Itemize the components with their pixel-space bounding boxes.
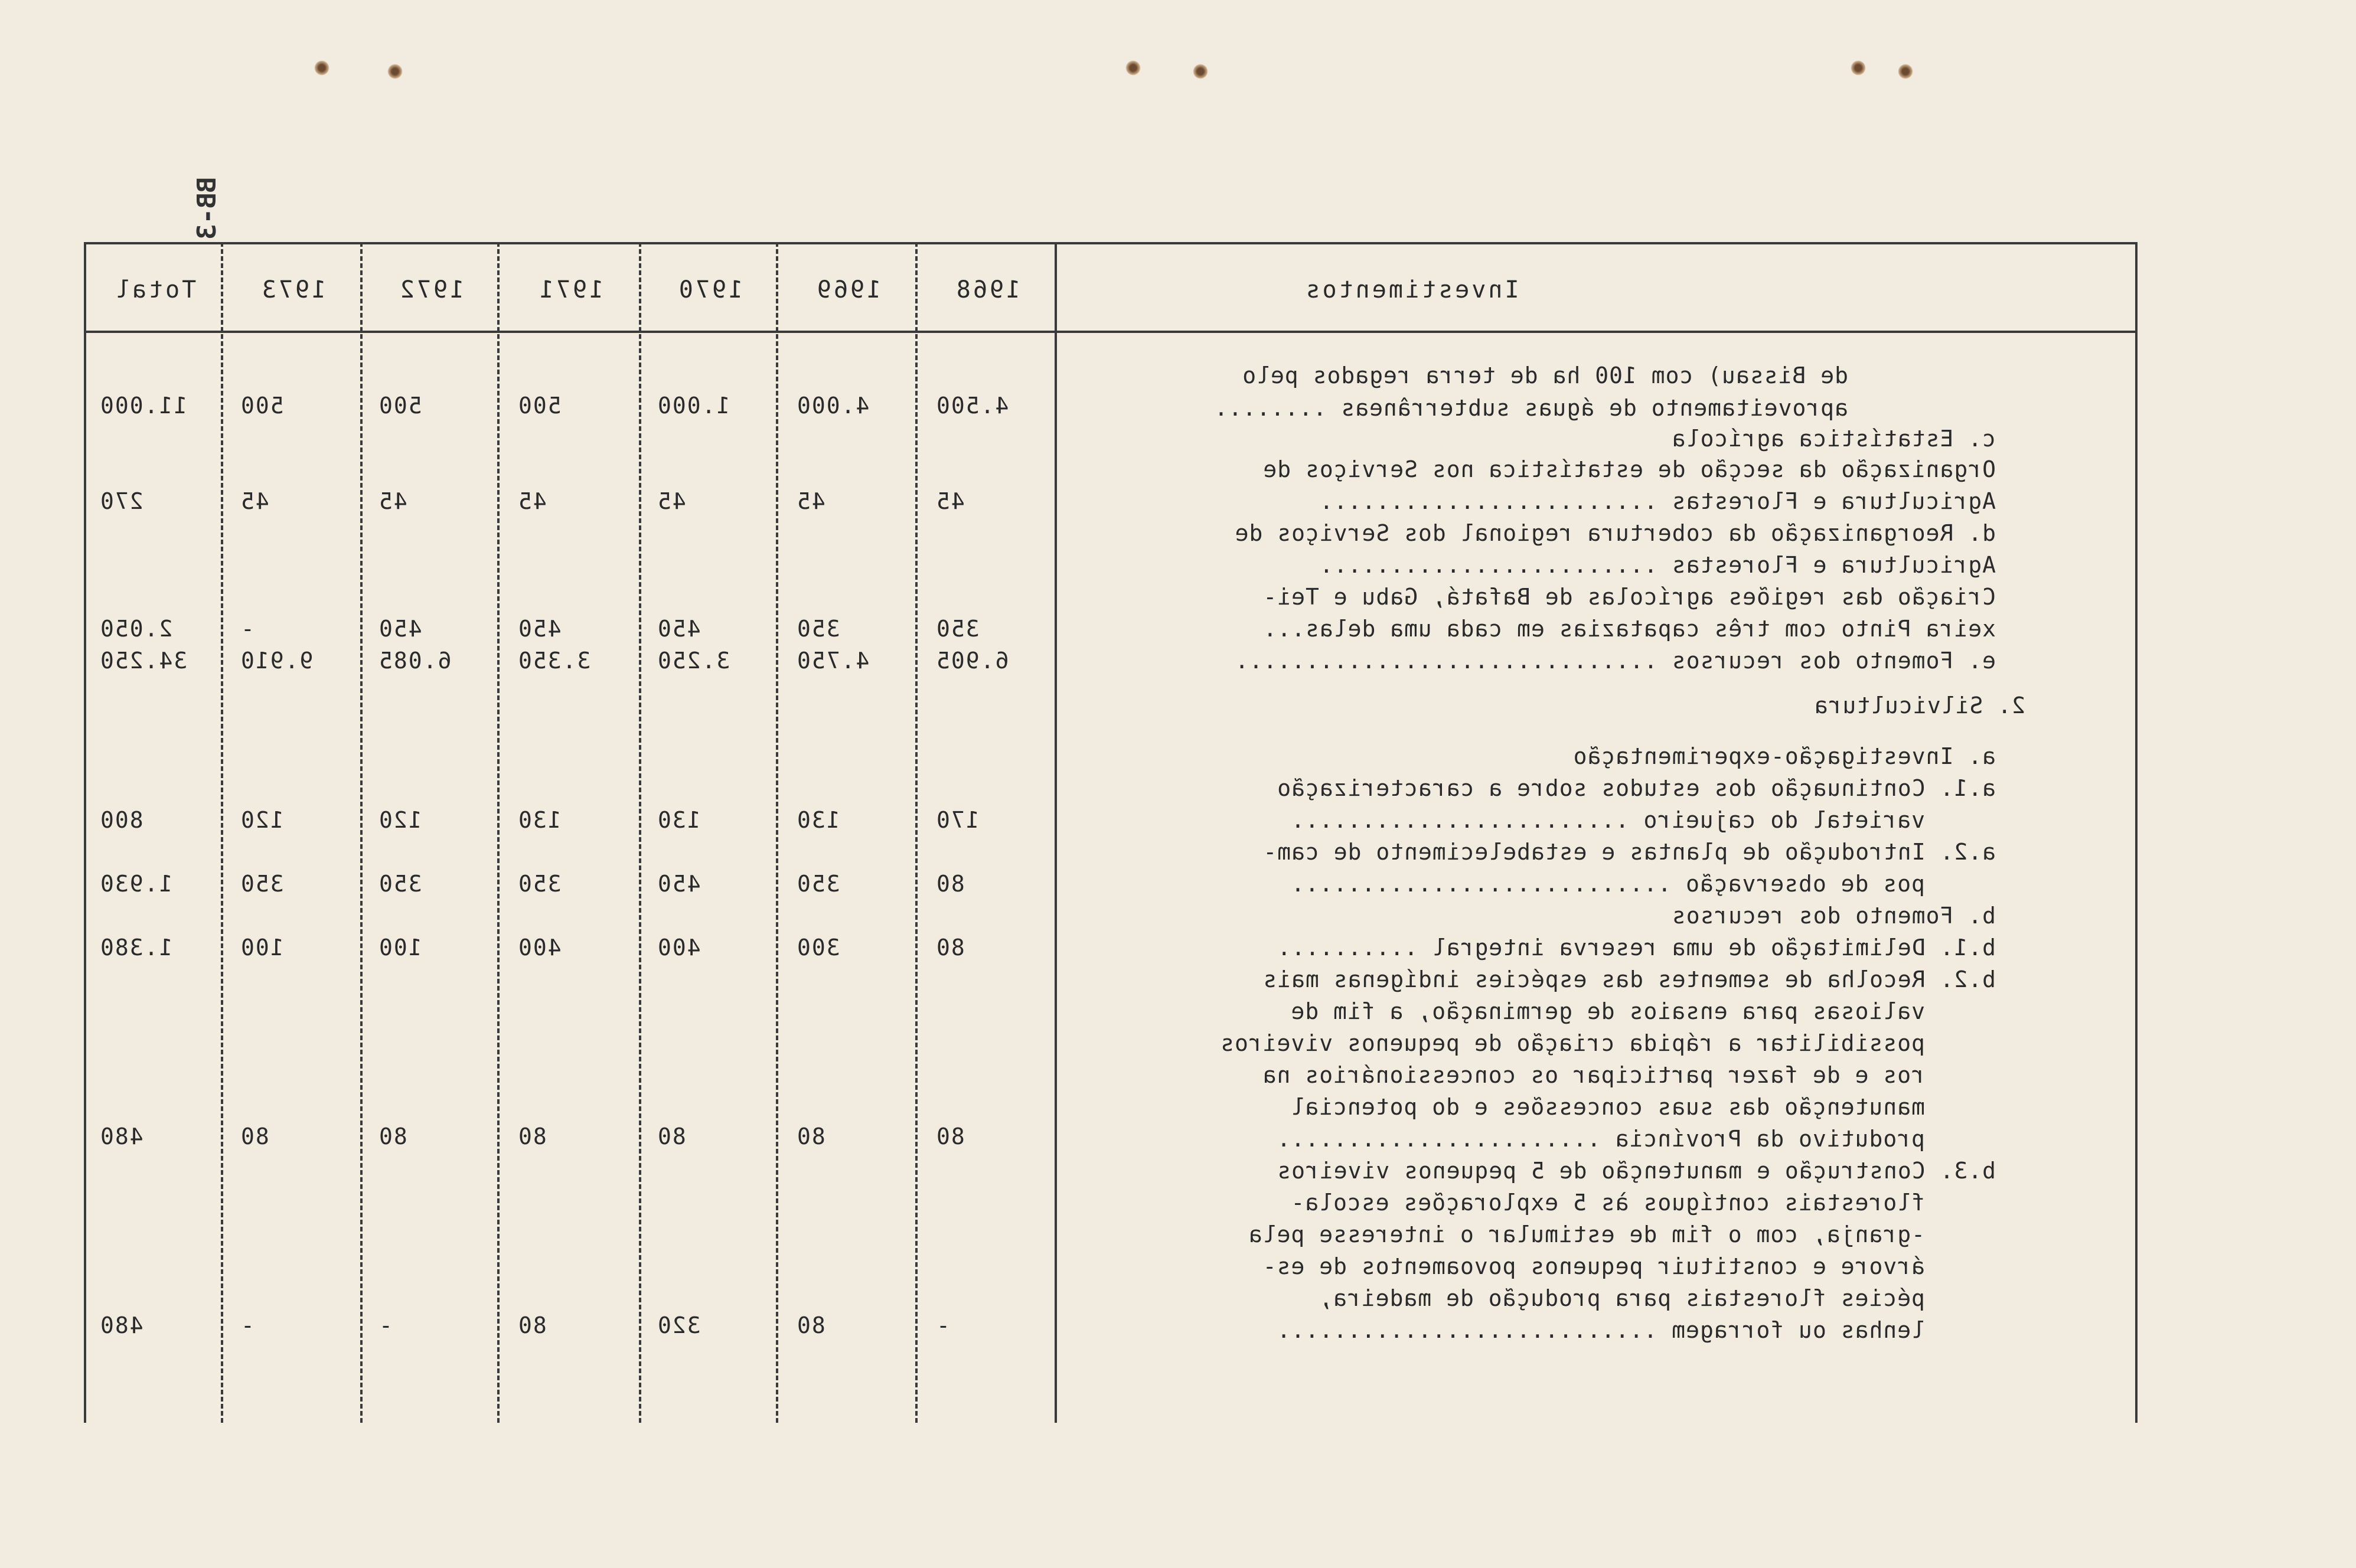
description-line: valiosas para ensaios de germinação, a fim de bbox=[1290, 998, 1925, 1024]
description-line: pos de observação ........................... bbox=[1290, 871, 1925, 897]
description-line: ros e de fazer participar os concessionários na bbox=[1262, 1062, 1925, 1088]
cell-1968: 80 bbox=[935, 1123, 965, 1149]
description-line: possibilitar a rápida criação de pequenos viveiros bbox=[1220, 1030, 1925, 1056]
cell-1970: 80 bbox=[657, 1123, 686, 1149]
cell-1972: - bbox=[378, 1312, 393, 1338]
column-divider bbox=[84, 242, 86, 1423]
description-line: c. Estatística agrícola bbox=[1671, 426, 1996, 452]
cell-1970: 320 bbox=[657, 1312, 701, 1338]
cell-1972: 6.085 bbox=[378, 648, 452, 674]
cell-1970: 450 bbox=[657, 871, 701, 897]
cell-1968: 45 bbox=[935, 488, 965, 514]
cell-1969: 300 bbox=[796, 935, 840, 961]
cell-1973: - bbox=[240, 616, 254, 642]
description-line: xeira Pinto com três capatazias em cada uma delas... bbox=[1262, 616, 1996, 642]
description-line: produtivo da Província ....................... bbox=[1276, 1126, 1925, 1152]
header-year-1971: 1971 bbox=[537, 276, 604, 303]
description-line: aproveitamento de águas subterrâneas ........ bbox=[1213, 395, 1848, 421]
cell-1973: 120 bbox=[240, 807, 284, 833]
description-line: árvore e constituir pequenos povoamentos de es- bbox=[1262, 1253, 1925, 1279]
description-line: b.2. Recolha de sementes das espécies indígenas mais bbox=[1262, 966, 1996, 992]
description-line: -granja, com o fim de estimular o interesse pela bbox=[1248, 1221, 1925, 1247]
page-mark: BB-3 bbox=[192, 177, 222, 240]
cell-1972: 350 bbox=[378, 871, 422, 897]
cell-1973: 350 bbox=[240, 871, 284, 897]
cell-1968: 80 bbox=[935, 871, 965, 897]
cell-1968: 170 bbox=[935, 807, 980, 833]
header-total: Total bbox=[113, 276, 197, 303]
description-line: b.3. Construção e manutenção de 5 pequenos viveiros bbox=[1277, 1158, 1996, 1184]
cell-1971: 45 bbox=[517, 488, 547, 514]
cell-1972: 500 bbox=[378, 393, 422, 419]
cell-1968: 6.905 bbox=[935, 648, 1009, 674]
cell-1973: 9.910 bbox=[240, 648, 314, 674]
header-year-1970: 1970 bbox=[676, 276, 743, 303]
column-divider bbox=[360, 242, 363, 1423]
cell-total: 480 bbox=[99, 1123, 143, 1149]
cell-1969: 350 bbox=[796, 871, 840, 897]
column-divider bbox=[497, 242, 500, 1423]
description-line: lenhas ou forragem ........................... bbox=[1276, 1317, 1925, 1343]
cell-1968: 80 bbox=[935, 935, 965, 961]
header-year-1969: 1969 bbox=[814, 276, 882, 303]
punch-hole bbox=[1193, 64, 1208, 79]
table-top-rule bbox=[86, 242, 2138, 244]
column-divider bbox=[221, 242, 223, 1423]
cell-1970: 1.000 bbox=[657, 393, 730, 419]
header-rule bbox=[86, 331, 2138, 333]
cell-1969: 80 bbox=[796, 1123, 825, 1149]
description-line: e. Fomento dos recursos .............................. bbox=[1234, 648, 1996, 674]
column-divider bbox=[915, 242, 918, 1423]
punch-hole bbox=[1125, 60, 1141, 76]
cell-1968: 4.500 bbox=[935, 393, 1009, 419]
cell-1969: 350 bbox=[796, 616, 840, 642]
cell-1973: 45 bbox=[240, 488, 269, 514]
punch-hole bbox=[1898, 64, 1913, 79]
header-year-1973: 1973 bbox=[259, 276, 327, 303]
cell-1971: 450 bbox=[517, 616, 562, 642]
cell-1970: 3.250 bbox=[657, 648, 730, 674]
cell-1970: 130 bbox=[657, 807, 701, 833]
description-line: de Bissau) com 100 ha de terra regados pelo bbox=[1242, 362, 1848, 388]
cell-1971: 130 bbox=[517, 807, 562, 833]
description-line: b. Fomento dos recursos bbox=[1671, 903, 1996, 929]
header-year-1968: 1968 bbox=[954, 276, 1021, 303]
description-line: a.2. Introdução de plantas e estabelecimento de cam- bbox=[1262, 839, 1996, 865]
cell-1969: 4.000 bbox=[796, 393, 870, 419]
description-line: d. Reorganização da cobertura regional dos Serviços de bbox=[1234, 520, 1996, 546]
column-divider bbox=[776, 242, 778, 1423]
column-divider bbox=[1055, 242, 1057, 1423]
description-line: a. Investigação-experimentação bbox=[1572, 743, 1996, 769]
cell-total: 1.930 bbox=[99, 871, 173, 897]
cell-1969: 80 bbox=[796, 1312, 825, 1338]
cell-total: 800 bbox=[99, 807, 143, 833]
cell-1970: 450 bbox=[657, 616, 701, 642]
cell-1973: 100 bbox=[240, 935, 284, 961]
cell-1972: 120 bbox=[378, 807, 422, 833]
cell-1970: 400 bbox=[657, 935, 701, 961]
cell-1972: 80 bbox=[378, 1123, 407, 1149]
description-line: Agricultura e Florestas ........................ bbox=[1319, 488, 1996, 514]
cell-1973: 500 bbox=[240, 393, 284, 419]
cell-1969: 45 bbox=[796, 488, 825, 514]
cell-1971: 80 bbox=[517, 1312, 547, 1338]
cell-total: 2.050 bbox=[99, 616, 173, 642]
punch-hole bbox=[1851, 60, 1866, 76]
description-line: pécies florestais para produção de madeira, bbox=[1319, 1285, 1925, 1311]
description-line: a.1. Continuação dos estudos sobre a caracterização bbox=[1277, 775, 1996, 801]
cell-1972: 45 bbox=[378, 488, 407, 514]
cell-1968: - bbox=[935, 1312, 950, 1338]
description-line: florestais contíguos às 5 explorações escola- bbox=[1290, 1190, 1925, 1216]
cell-1971: 3.350 bbox=[517, 648, 591, 674]
cell-total: 1.380 bbox=[99, 935, 173, 961]
column-divider bbox=[639, 242, 641, 1423]
cell-1971: 350 bbox=[517, 871, 562, 897]
cell-total: 480 bbox=[99, 1312, 143, 1338]
description-line: manutenção das suas concessões e do potencial bbox=[1290, 1094, 1925, 1120]
cell-total: 34.250 bbox=[99, 648, 188, 674]
cell-1971: 500 bbox=[517, 393, 562, 419]
description-line: b.1. Delimitação de uma reserva integral .......... bbox=[1277, 935, 1996, 961]
description-line: Organização da secção de estatística nos Serviços de bbox=[1262, 456, 1996, 482]
cell-1968: 350 bbox=[935, 616, 980, 642]
description-line: Criação das regiões agrícolas de Bafatá, Gabu e Tei- bbox=[1262, 584, 1996, 610]
cell-total: 11.000 bbox=[99, 393, 188, 419]
cell-1971: 80 bbox=[517, 1123, 547, 1149]
punch-hole bbox=[314, 60, 329, 76]
cell-total: 270 bbox=[99, 488, 143, 514]
cell-1969: 4.750 bbox=[796, 648, 870, 674]
description-line: varietal do cajueiro ........................ bbox=[1290, 807, 1925, 833]
column-divider bbox=[2135, 242, 2138, 1423]
header-year-1972: 1972 bbox=[397, 276, 465, 303]
cell-1971: 400 bbox=[517, 935, 562, 961]
cell-1973: 80 bbox=[240, 1123, 269, 1149]
header-description: Investimentos bbox=[1303, 276, 1519, 303]
cell-1970: 45 bbox=[657, 488, 686, 514]
cell-1972: 100 bbox=[378, 935, 422, 961]
cell-1969: 130 bbox=[796, 807, 840, 833]
section-heading: 2. Silvicultura bbox=[1813, 692, 2025, 718]
cell-1973: - bbox=[240, 1312, 254, 1338]
description-line: Agricultura e Florestas ........................ bbox=[1319, 552, 1996, 578]
cell-1972: 450 bbox=[378, 616, 422, 642]
punch-hole bbox=[387, 64, 403, 79]
